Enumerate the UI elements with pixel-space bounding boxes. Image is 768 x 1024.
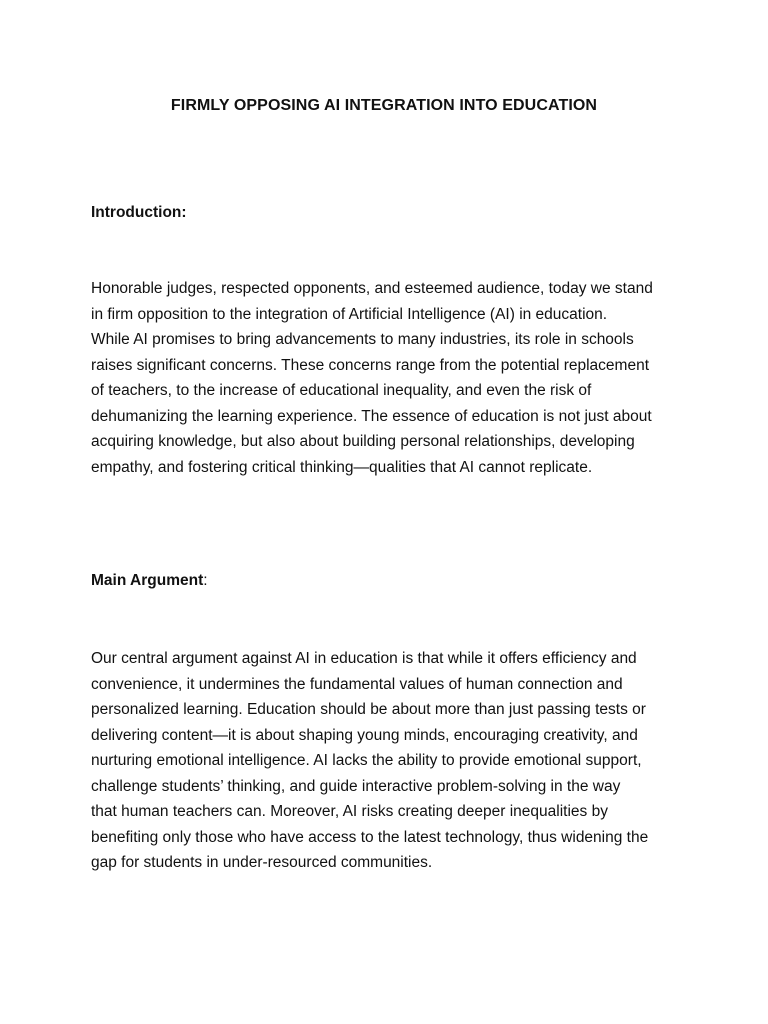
paragraph-line: empathy, and fostering critical thinking—qualities that AI cannot replicate. xyxy=(91,458,593,476)
paragraph-line: in firm opposition to the integration of Artificial Intelligence (AI) in education. xyxy=(91,305,608,323)
paragraph-line: Honorable judges, respected opponents, and esteemed audience, today we stand xyxy=(91,280,653,297)
main-argument-paragraph xyxy=(91,646,691,876)
paragraph-line: convenience, it undermines the fundamental values of human connection and xyxy=(91,675,623,693)
main-argument-heading-colon: : xyxy=(203,572,208,589)
paragraph-line: that human teachers can. Moreover, AI risks creating deeper inequalities by xyxy=(91,803,608,820)
paragraph-line: raises significant concerns. These concerns range from the potential replacement xyxy=(91,356,650,374)
document-title: FIRMLY OPPOSING AI INTEGRATION INTO EDUCATION xyxy=(170,97,598,114)
paragraph-line: dehumanizing the learning experience. The essence of education is not just about xyxy=(91,407,652,425)
paragraph-line: gap for students in under-resourced communities. xyxy=(91,854,433,871)
paragraph-line: Our central argument against AI in education is that while it offers efficiency and xyxy=(91,650,637,667)
paragraph-line: challenge students’ thinking, and guide interactive problem-solving in the way xyxy=(91,777,621,795)
paragraph-line: of teachers, to the increase of educational inequality, and even the risk of xyxy=(91,382,592,399)
paragraph-line: personalized learning. Education should be about more than just passing tests or xyxy=(91,701,646,718)
paragraph-line: delivering content—it is about shaping young minds, encouraging creativity, and xyxy=(91,726,638,744)
introduction-heading xyxy=(91,202,187,224)
introduction-paragraph xyxy=(91,276,691,480)
introduction-heading-text: Introduction: xyxy=(91,204,187,221)
main-argument-heading xyxy=(91,570,208,592)
main-argument-heading-text: Main Argument xyxy=(91,572,204,589)
paragraph-line: nurturing emotional intelligence. AI lacks the ability to provide emotional support, xyxy=(91,752,642,769)
paragraph-line: While AI promises to bring advancements to many industries, its role in schools xyxy=(91,331,634,348)
paragraph-line: acquiring knowledge, but also about building personal relationships, developing xyxy=(91,433,635,450)
paragraph-line: benefiting only those who have access to the latest technology, thus widening the xyxy=(91,828,649,846)
